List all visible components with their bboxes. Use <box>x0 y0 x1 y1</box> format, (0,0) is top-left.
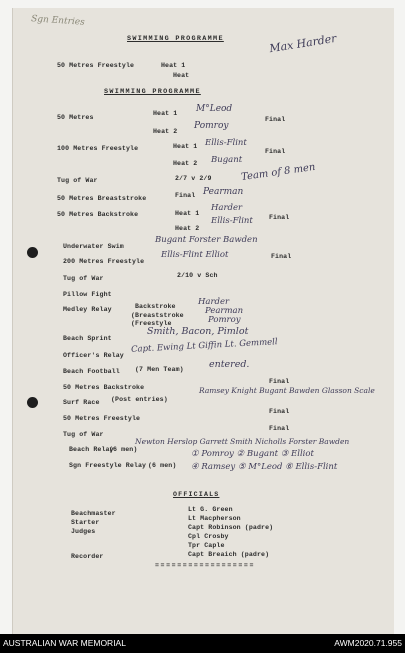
event-name: 200 Metres Freestyle <box>63 258 145 265</box>
event-heat1: Heat 1 <box>173 143 198 150</box>
event-detail: (Breaststroke <box>131 312 184 319</box>
event-final: Final <box>271 253 292 260</box>
event-name: 100 Metres Freestyle <box>57 145 139 152</box>
handwritten-entry: Newton Herslop Garrett Smith Nicholls Forster Bawden <box>135 437 350 446</box>
handwritten-entry: Team of 8 men <box>240 161 317 184</box>
event-final: Final <box>265 148 286 155</box>
official-name: Cpl Crosby <box>188 533 229 540</box>
handwritten-entry: Harder <box>211 203 243 213</box>
event-heat2: Heat 2 <box>153 128 178 135</box>
event-name: Beach Sprint <box>63 335 112 342</box>
handwritten-entry: Ellis-Flint <box>205 138 247 148</box>
event-name: Surf Race <box>63 399 100 406</box>
event-detail: Final <box>175 192 196 199</box>
event-heat1: Heat 1 <box>175 210 200 217</box>
signature-max-harder: Max Harder <box>268 31 338 56</box>
handwritten-entry: Smith, Bacon, Pimlot <box>147 326 249 337</box>
official-name: Lt Macpherson <box>188 515 241 522</box>
document-page <box>12 8 394 634</box>
event-name: Sgn Freestyle Relay <box>69 462 147 469</box>
handwritten-entry: Ellis-Flint Elliot <box>161 250 229 260</box>
officials-heading: OFFICIALS <box>173 491 220 498</box>
event-name: 50 Metres Freestyle <box>63 415 141 422</box>
handwritten-entry: Pearman <box>203 187 244 197</box>
event-name: Tug of War <box>63 431 104 438</box>
event-name: 50 Metres <box>57 114 94 121</box>
official-name: Capt Robinson (padre) <box>188 524 274 531</box>
event-detail: (6 men) <box>109 446 138 453</box>
official-role: Starter <box>71 519 100 526</box>
event-detail: (6 men) <box>148 462 177 469</box>
event-name: Tug of War <box>63 275 104 282</box>
pre-event-heat1: Heat 1 <box>161 62 186 69</box>
official-role: Beachmaster <box>71 510 116 517</box>
event-name: Tug of War <box>57 177 98 184</box>
handwritten-entry: Bugant <box>211 155 243 165</box>
official-role: Recorder <box>71 553 104 560</box>
event-name: Underwater Swim <box>63 243 124 250</box>
handwritten-entry: Harder <box>198 297 230 307</box>
event-detail: Backstroke <box>135 303 176 310</box>
event-final: Final <box>269 214 290 221</box>
handwritten-entry: Pomroy <box>208 315 241 325</box>
handwritten-note-sgn-entries: Sgn Entries <box>30 14 86 28</box>
official-name: Lt G. Green <box>188 506 233 513</box>
programme-title-1: SWIMMING PROGRAMME <box>127 35 224 43</box>
handwritten-entry: Ellis-Flint <box>211 216 253 226</box>
handwritten-entry: Ramsey Knight Bugant Bawden Glasson Scale <box>199 386 375 395</box>
programme-title-2: SWIMMING PROGRAMME <box>104 88 201 96</box>
punch-hole-top <box>27 247 38 258</box>
footer-bar <box>0 634 405 653</box>
handwritten-entry: ④ Ramsey ⑤ M°Leod ⑥ Ellis-Flint <box>191 462 338 472</box>
event-heat2: Heat 2 <box>175 225 200 232</box>
event-heat1: Heat 1 <box>153 110 178 117</box>
handwritten-entry: Pomroy <box>194 121 229 131</box>
event-name: Officer's Relay <box>63 352 124 359</box>
pre-event-heat2: Heat <box>173 72 190 79</box>
event-name: Medley Relay <box>63 306 112 313</box>
footer-source: AUSTRALIAN WAR MEMORIAL <box>3 638 126 648</box>
official-name: Capt Breaich (padre) <box>188 551 270 558</box>
event-heat2: Heat 2 <box>173 160 198 167</box>
event-final: Final <box>269 425 290 432</box>
handwritten-entry: Pearman <box>205 306 244 316</box>
event-detail: (Freestyle <box>131 320 172 327</box>
event-detail: (7 Men Team) <box>135 366 184 373</box>
event-final: Final <box>269 408 290 415</box>
footer-id: AWM2020.71.955 <box>334 638 402 648</box>
event-name: 50 Metres Backstroke <box>63 384 145 391</box>
event-name: Pillow Fight <box>63 291 112 298</box>
event-name: Beach Football <box>63 368 120 375</box>
event-detail: 2/10 v Sch <box>177 272 218 279</box>
handwritten-entry: Bugant Forster Bawden <box>155 235 258 245</box>
event-detail: 2/7 v 2/9 <box>175 175 212 182</box>
handwritten-entry: Capt. Ewing Lt Giffin Lt. Gemmell <box>130 337 278 355</box>
event-detail: (Post entries) <box>111 396 168 403</box>
officials-divider: ================== <box>155 562 256 569</box>
handwritten-entry: ① Pomroy ② Bugant ③ Elliot <box>191 449 314 459</box>
handwritten-entry: entered. <box>209 359 250 370</box>
official-role: Judges <box>71 528 96 535</box>
pre-event-name: 50 Metres Freestyle <box>57 62 135 69</box>
event-name: Beach Relay <box>69 446 114 453</box>
punch-hole-bottom <box>27 397 38 408</box>
event-name: 50 Metres Backstroke <box>57 211 139 218</box>
event-final: Final <box>265 116 286 123</box>
official-name: Tpr Caple <box>188 542 225 549</box>
handwritten-entry: M°Leod <box>196 104 233 114</box>
event-final: Final <box>269 378 290 385</box>
event-name: 50 Metres Breaststroke <box>57 195 147 202</box>
